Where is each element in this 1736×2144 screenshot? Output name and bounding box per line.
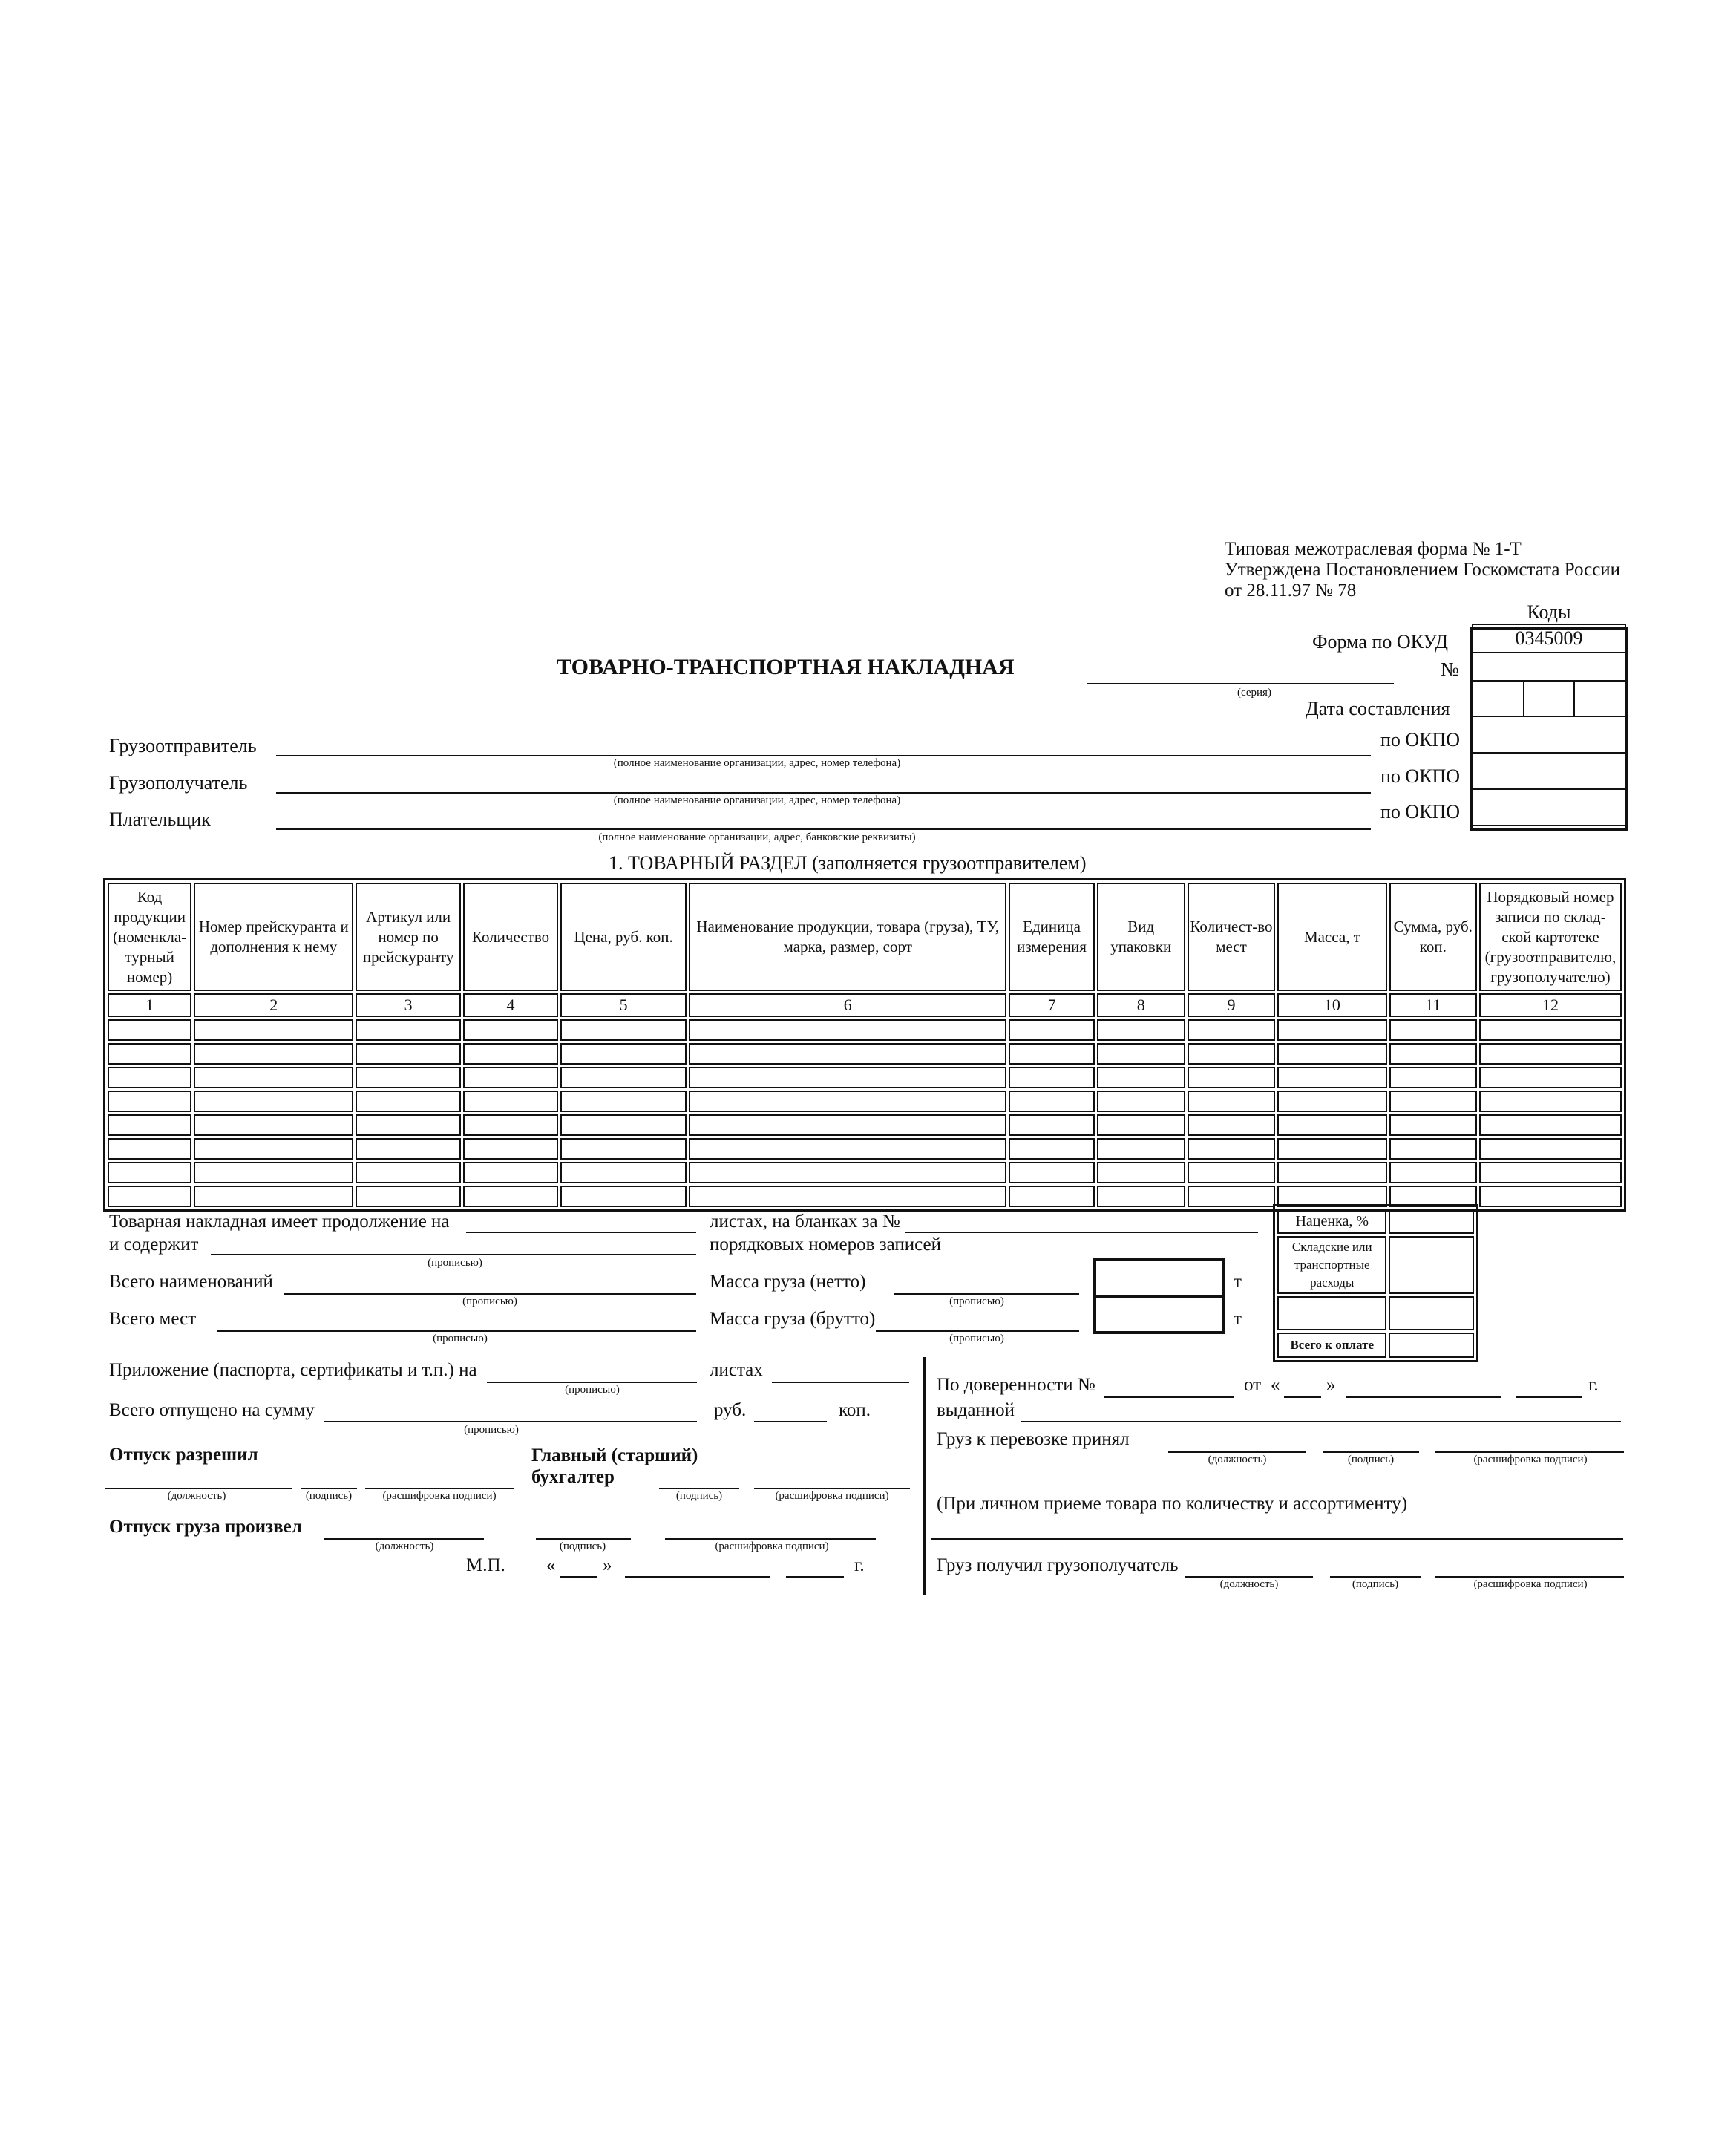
table-cell[interactable] — [194, 1114, 353, 1136]
okud-label: Форма по ОКУД — [1312, 631, 1448, 653]
table-cell[interactable] — [689, 1162, 1006, 1183]
date-quote-open: « — [546, 1555, 556, 1575]
attachment-line[interactable] — [487, 1382, 697, 1383]
released-sum-label: Всего отпущено на сумму — [109, 1400, 315, 1420]
table-cell[interactable] — [1009, 1114, 1094, 1136]
table-cell[interactable] — [1009, 1067, 1094, 1088]
accepted-position-hint: (должность) — [1208, 1454, 1267, 1465]
table-cell[interactable] — [1277, 1138, 1387, 1160]
forms-number-line[interactable] — [905, 1232, 1258, 1233]
table-cell[interactable] — [1479, 1043, 1622, 1065]
table-cell[interactable] — [1479, 1114, 1622, 1136]
table-cell[interactable] — [689, 1091, 1006, 1112]
kop-label: коп. — [839, 1400, 871, 1420]
table-cell[interactable] — [1389, 1067, 1477, 1088]
received-decoding-line[interactable] — [1435, 1576, 1624, 1578]
continuation-sheets-line[interactable] — [466, 1232, 696, 1233]
gross-mass-box[interactable] — [1093, 1295, 1225, 1334]
table-cell[interactable] — [356, 1114, 460, 1136]
record-numbers-label: порядковых номеров записей — [710, 1235, 941, 1255]
storage-costs-label: Складские или транспортные расходы — [1277, 1236, 1386, 1294]
table-cell[interactable] — [1009, 1043, 1094, 1065]
poa-quote-close: » — [1326, 1375, 1336, 1395]
release-allowed-decoding-line[interactable] — [365, 1488, 514, 1489]
table-row — [108, 1091, 1622, 1112]
date-month-line[interactable] — [625, 1576, 770, 1578]
col-number-2: 2 — [194, 993, 353, 1017]
table-cell[interactable] — [194, 1186, 353, 1207]
table-cell[interactable] — [1009, 1091, 1094, 1112]
received-signature-hint: (подпись) — [1352, 1578, 1399, 1590]
release-made-signature-line[interactable] — [536, 1538, 631, 1540]
table-cell[interactable] — [1277, 1067, 1387, 1088]
markup-percent-value[interactable] — [1389, 1209, 1474, 1234]
accepted-label: Груз к перевозке принял — [937, 1429, 1130, 1449]
codes-header: Коды — [1527, 601, 1571, 623]
attachment-sheets-label: листах — [710, 1360, 763, 1380]
table-cell[interactable] — [1097, 1043, 1185, 1065]
released-sum-line[interactable] — [324, 1421, 697, 1422]
table-cell[interactable] — [689, 1138, 1006, 1160]
table-row — [108, 1067, 1622, 1088]
document-title: ТОВАРНО-ТРАНСПОРТНАЯ НАКЛАДНАЯ — [557, 655, 1015, 679]
table-cell[interactable] — [356, 1043, 460, 1065]
table-cell[interactable] — [1188, 1091, 1275, 1112]
okud-value[interactable]: 0345009 — [1473, 624, 1625, 653]
col-header-2: Номер прейскуранта и дополнения к нему — [194, 883, 353, 991]
col-header-3: Артикул или номер по прейскуранту — [356, 883, 460, 991]
received-label: Груз получил грузополучатель — [937, 1555, 1179, 1575]
total-items-hint: (прописью) — [462, 1295, 517, 1307]
contains-hint: (прописью) — [428, 1257, 482, 1269]
section-title: 1. ТОВАРНЫЙ РАЗДЕЛ (заполняется грузоотправителем) — [609, 852, 1087, 874]
accepted-signature-hint: (подпись) — [1347, 1454, 1395, 1465]
table-cell[interactable] — [1009, 1019, 1094, 1041]
released-sum-hint: (прописью) — [464, 1424, 519, 1436]
table-cell[interactable] — [1479, 1186, 1622, 1207]
gross-mass-label: Масса груза (брутто) — [710, 1309, 876, 1329]
release-allowed-signature-line[interactable] — [301, 1488, 357, 1489]
attachment-label: Приложение (паспорта, сертификаты и т.п.) на — [109, 1360, 477, 1380]
col-header-9: Количест-во мест — [1188, 883, 1275, 991]
table-cell[interactable] — [108, 1067, 191, 1088]
table-cell[interactable] — [463, 1091, 558, 1112]
table-cell[interactable] — [1097, 1019, 1185, 1041]
net-mass-line[interactable] — [894, 1293, 1079, 1295]
table-cell[interactable] — [108, 1043, 191, 1065]
table-cell[interactable] — [560, 1043, 687, 1065]
release-allowed-decoding-hint: (расшифровка подписи) — [382, 1490, 497, 1502]
table-cell[interactable] — [463, 1162, 558, 1183]
continuation-label: Товарная накладная имеет продолжение на — [109, 1212, 450, 1232]
gross-mass-unit: т — [1234, 1309, 1242, 1329]
shipper-label: Грузоотправитель — [109, 735, 257, 756]
col-header-6: Наименование продукции, товара (груза), ТУ, марка, размер, сорт — [689, 883, 1006, 991]
net-mass-label: Масса груза (нетто) — [710, 1272, 866, 1292]
date-year-label: г. — [854, 1555, 865, 1575]
date-year-line[interactable] — [786, 1576, 844, 1578]
total-to-pay-label: Всего к оплате — [1277, 1333, 1386, 1358]
table-cell[interactable] — [108, 1091, 191, 1112]
accepted-signature-line[interactable] — [1323, 1451, 1419, 1453]
goods-table — [103, 878, 1626, 1212]
date-day-line[interactable] — [560, 1576, 597, 1578]
table-cell[interactable] — [194, 1067, 353, 1088]
accepted-position-line[interactable] — [1168, 1451, 1306, 1453]
accepted-decoding-hint: (расшифровка подписи) — [1473, 1454, 1588, 1465]
table-cell[interactable] — [1389, 1114, 1477, 1136]
kop-line[interactable] — [754, 1421, 827, 1422]
net-mass-unit: т — [1234, 1272, 1242, 1292]
payer-label: Плательщик — [109, 808, 211, 830]
table-row — [108, 1162, 1622, 1183]
approved-date-label: от 28.11.97 № 78 — [1225, 581, 1357, 601]
consignee-hint: (полное наименование организации, адрес, номер телефона) — [613, 794, 901, 806]
table-cell[interactable] — [463, 1067, 558, 1088]
col-header-8: Вид упаковки — [1097, 883, 1185, 991]
power-of-attorney-label: По доверенности № — [937, 1375, 1095, 1395]
table-cell[interactable] — [689, 1019, 1006, 1041]
poa-year-line[interactable] — [1516, 1396, 1582, 1398]
table-cell[interactable] — [689, 1186, 1006, 1207]
col-header-12: Порядковый номер записи по склад-ской картотеке (грузоотправителю, грузополучателю) — [1479, 883, 1622, 991]
poa-year-label: г. — [1588, 1375, 1599, 1395]
received-signature-line[interactable] — [1330, 1576, 1421, 1578]
col-header-11: Сумма, руб. коп. — [1389, 883, 1477, 991]
table-cell[interactable] — [463, 1186, 558, 1207]
table-cell[interactable] — [194, 1162, 353, 1183]
table-cell[interactable] — [1097, 1186, 1185, 1207]
table-cell[interactable] — [1188, 1019, 1275, 1041]
release-made-label: Отпуск груза произвел — [109, 1517, 302, 1537]
table-cell[interactable] — [1097, 1162, 1185, 1183]
col-header-10: Масса, т — [1277, 883, 1387, 991]
received-position-hint: (должность) — [1219, 1578, 1279, 1590]
attachment-sheets-line[interactable] — [772, 1382, 909, 1383]
rub-label: руб. — [714, 1400, 747, 1420]
table-cell[interactable] — [356, 1019, 460, 1041]
col-number-8: 8 — [1097, 993, 1185, 1017]
markup-spacer — [1277, 1296, 1386, 1330]
date-quote-close: » — [603, 1555, 612, 1575]
payer-hint: (полное наименование организации, адрес, банковские реквизиты) — [598, 831, 916, 843]
table-row — [108, 1138, 1622, 1160]
col-number-3: 3 — [356, 993, 460, 1017]
chief-signature-line[interactable] — [659, 1488, 739, 1489]
accepted-decoding-line[interactable] — [1435, 1451, 1624, 1453]
table-cell[interactable] — [1188, 1186, 1275, 1207]
table-cell[interactable] — [1389, 1019, 1477, 1041]
net-mass-box[interactable] — [1093, 1258, 1225, 1298]
table-cell[interactable] — [463, 1138, 558, 1160]
table-cell[interactable] — [1097, 1067, 1185, 1088]
col-header-5: Цена, руб. коп. — [560, 883, 687, 991]
table-cell[interactable] — [1277, 1019, 1387, 1041]
table-cell[interactable] — [356, 1091, 460, 1112]
col-number-11: 11 — [1389, 993, 1477, 1017]
okpo-label-1: по ОКПО — [1380, 729, 1461, 751]
issued-line[interactable] — [1021, 1421, 1621, 1422]
table-cell[interactable] — [560, 1186, 687, 1207]
table-cell[interactable] — [356, 1162, 460, 1183]
table-cell[interactable] — [1389, 1043, 1477, 1065]
table-cell[interactable] — [1097, 1091, 1185, 1112]
poa-day-line[interactable] — [1284, 1396, 1321, 1398]
received-position-line[interactable] — [1185, 1576, 1313, 1578]
table-cell[interactable] — [356, 1138, 460, 1160]
series-hint: (серия) — [1237, 687, 1271, 699]
table-cell[interactable] — [560, 1138, 687, 1160]
col-number-6: 6 — [689, 993, 1006, 1017]
release-allowed-position-hint: (должность) — [167, 1490, 226, 1502]
table-cell[interactable] — [1479, 1019, 1622, 1041]
power-of-attorney-line[interactable] — [1104, 1396, 1234, 1398]
release-made-position-hint: (должность) — [375, 1540, 434, 1552]
table-cell[interactable] — [1009, 1138, 1094, 1160]
table-cell[interactable] — [1009, 1162, 1094, 1183]
storage-costs-value[interactable] — [1389, 1236, 1474, 1294]
col-header-1: Код продукции (номенкла-турный номер) — [108, 883, 191, 991]
markup-table — [1273, 1204, 1478, 1362]
col-number-5: 5 — [560, 993, 687, 1017]
form-type-label: Типовая межотраслевая форма № 1-Т — [1225, 539, 1522, 559]
table-row — [108, 1114, 1622, 1136]
release-allowed-label: Отпуск разрешил — [109, 1445, 258, 1465]
table-cell[interactable] — [1188, 1138, 1275, 1160]
table-cell[interactable] — [463, 1114, 558, 1136]
poa-quote-open: « — [1271, 1375, 1280, 1395]
total-items-line[interactable] — [284, 1293, 696, 1295]
table-cell[interactable] — [1188, 1067, 1275, 1088]
gross-mass-line[interactable] — [876, 1330, 1079, 1332]
table-cell[interactable] — [1277, 1162, 1387, 1183]
table-cell[interactable] — [108, 1138, 191, 1160]
block-divider — [923, 1357, 926, 1595]
chief-decoding-hint: (расшифровка подписи) — [775, 1490, 889, 1502]
table-cell[interactable] — [1479, 1067, 1622, 1088]
personal-note-line[interactable] — [931, 1538, 1623, 1540]
total-places-label: Всего мест — [109, 1309, 197, 1329]
net-mass-hint: (прописью) — [949, 1295, 1004, 1307]
table-cell[interactable] — [1479, 1091, 1622, 1112]
col-header-7: Единица измерения — [1009, 883, 1094, 991]
table-cell[interactable] — [108, 1186, 191, 1207]
table-cell[interactable] — [463, 1043, 558, 1065]
table-cell[interactable] — [1097, 1138, 1185, 1160]
table-cell[interactable] — [560, 1067, 687, 1088]
okpo-label-3: по ОКПО — [1380, 801, 1461, 823]
consignee-line[interactable] — [276, 792, 1371, 794]
table-cell[interactable] — [194, 1019, 353, 1041]
col-number-7: 7 — [1009, 993, 1094, 1017]
table-cell[interactable] — [560, 1162, 687, 1183]
total-places-line[interactable] — [217, 1330, 696, 1332]
from-label: от — [1244, 1375, 1262, 1395]
table-cell[interactable] — [1389, 1162, 1477, 1183]
table-cell[interactable] — [194, 1043, 353, 1065]
table-cell[interactable] — [1188, 1114, 1275, 1136]
okpo-label-2: по ОКПО — [1380, 765, 1461, 787]
col-number-10: 10 — [1277, 993, 1387, 1017]
contains-line[interactable] — [211, 1254, 696, 1255]
chief-decoding-line[interactable] — [754, 1488, 910, 1489]
table-cell[interactable] — [356, 1186, 460, 1207]
shipper-hint: (полное наименование организации, адрес, номер телефона) — [613, 757, 901, 769]
total-places-hint: (прописью) — [433, 1333, 488, 1344]
issued-label: выданной — [937, 1400, 1015, 1420]
col-header-4: Количество — [463, 883, 558, 991]
approved-label: Утверждена Постановлением Госкомстата России — [1225, 560, 1621, 580]
table-cell[interactable] — [1097, 1114, 1185, 1136]
release-made-decoding-hint: (расшифровка подписи) — [715, 1540, 829, 1552]
codes-outer-frame — [1470, 627, 1628, 831]
table-cell[interactable] — [689, 1114, 1006, 1136]
sheets-forms-label: листах, на бланках за № — [710, 1212, 900, 1232]
release-made-position-line[interactable] — [324, 1538, 484, 1540]
payer-line[interactable] — [276, 828, 1371, 830]
received-decoding-hint: (расшифровка подписи) — [1473, 1578, 1588, 1590]
chief-accountant-label: Главный (старший) бухгалтер — [531, 1445, 698, 1487]
table-row — [108, 1019, 1622, 1041]
table-cell[interactable] — [1479, 1162, 1622, 1183]
total-to-pay-value[interactable] — [1389, 1333, 1474, 1358]
personal-note-label: (При личном приеме товара по количеству и ассортименту) — [937, 1494, 1408, 1514]
table-cell[interactable] — [689, 1043, 1006, 1065]
table-cell[interactable] — [108, 1114, 191, 1136]
table-cell[interactable] — [1389, 1138, 1477, 1160]
col-number-4: 4 — [463, 993, 558, 1017]
table-cell[interactable] — [1188, 1162, 1275, 1183]
number-label: № — [1441, 658, 1459, 680]
date-label: Дата составления — [1306, 698, 1450, 719]
series-line[interactable] — [1087, 683, 1394, 684]
table-cell[interactable] — [194, 1138, 353, 1160]
chief-signature-hint: (подпись) — [675, 1490, 723, 1502]
release-allowed-position-line[interactable] — [105, 1488, 292, 1489]
total-items-label: Всего наименований — [109, 1272, 273, 1292]
table-cell[interactable] — [108, 1019, 191, 1041]
col-number-9: 9 — [1188, 993, 1275, 1017]
col-number-12: 12 — [1479, 993, 1622, 1017]
table-cell[interactable] — [560, 1019, 687, 1041]
table-cell[interactable] — [356, 1067, 460, 1088]
table-cell[interactable] — [1277, 1114, 1387, 1136]
gross-mass-hint: (прописью) — [949, 1333, 1004, 1344]
markup-spacer-value[interactable] — [1389, 1296, 1474, 1330]
table-cell[interactable] — [1389, 1091, 1477, 1112]
attachment-hint: (прописью) — [565, 1384, 620, 1396]
table-cell[interactable] — [463, 1019, 558, 1041]
col-number-1: 1 — [108, 993, 191, 1017]
release-made-signature-hint: (подпись) — [559, 1540, 606, 1552]
table-row — [108, 1043, 1622, 1065]
poa-month-line[interactable] — [1346, 1396, 1501, 1398]
consignee-label: Грузополучатель — [109, 772, 248, 794]
table-cell[interactable] — [1188, 1043, 1275, 1065]
table-cell[interactable] — [108, 1162, 191, 1183]
shipper-line[interactable] — [276, 755, 1371, 756]
release-made-decoding-line[interactable] — [665, 1538, 876, 1540]
release-allowed-signature-hint: (подпись) — [305, 1490, 353, 1502]
table-cell[interactable] — [560, 1091, 687, 1112]
table-cell[interactable] — [194, 1091, 353, 1112]
markup-percent-label: Наценка, % — [1277, 1209, 1386, 1234]
table-cell[interactable] — [560, 1114, 687, 1136]
table-cell[interactable] — [1009, 1186, 1094, 1207]
contains-label: и содержит — [109, 1235, 199, 1255]
table-cell[interactable] — [689, 1067, 1006, 1088]
table-cell[interactable] — [1479, 1138, 1622, 1160]
table-cell[interactable] — [1277, 1091, 1387, 1112]
stamp-label: М.П. — [466, 1555, 505, 1575]
table-cell[interactable] — [1277, 1043, 1387, 1065]
